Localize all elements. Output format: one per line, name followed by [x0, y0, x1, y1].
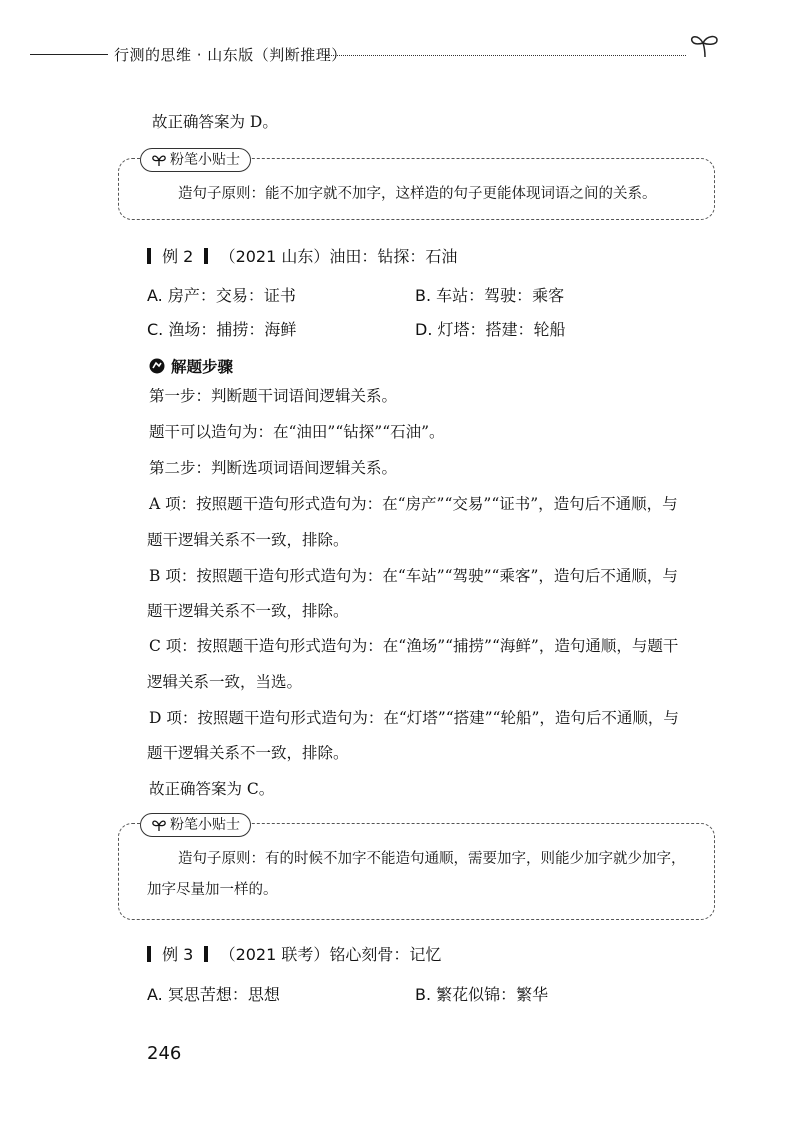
tip-text-1: 造句子原则：能不加字就不加字，这样造的句子更能体现词语之间的关系。 — [178, 186, 657, 202]
step-line: 第一步：判断题干词语间逻辑关系。 — [149, 387, 398, 405]
option-a: A. 冥思苦想：思想 — [147, 985, 280, 1004]
example-tag: 例 2 — [162, 247, 194, 266]
tip-text-2-line2: 加字尽量加一样的。 — [147, 882, 278, 898]
example-2-question — [147, 246, 457, 268]
step-line: D 项：按照题干造句形式造句为：在“灯塔”“搭建”“轮船”，造句后不通顺，与 — [149, 709, 679, 727]
sprout-icon — [688, 32, 722, 58]
question-stem: （2021 联考）铭心刻骨：记忆 — [219, 945, 442, 964]
step-line: A 项：按照题干造句形式造句为：在“房产”“交易”“证书”，造句后不通顺，与 — [149, 495, 678, 513]
example-tag: 例 3 — [162, 945, 194, 964]
header-dotted-rule — [326, 55, 686, 56]
tip-text-2-line1: 造句子原则：有的时候不加字不能造句通顺，需要加字，则能少加字就少加字， — [178, 851, 686, 867]
tip-label-2 — [140, 813, 251, 837]
tip-label-text: 粉笔小贴士 — [170, 817, 240, 833]
option-a: A. 房产：交易：证书 — [147, 286, 296, 305]
option-b: B. 车站：驾驶：乘客 — [415, 286, 565, 305]
tag-bar — [147, 946, 151, 962]
step-line: 第二步：判断选项词语间逻辑关系。 — [149, 459, 398, 477]
tip-label-1 — [140, 148, 251, 172]
option-d: D. 灯塔：搭建：轮船 — [415, 320, 566, 339]
running-header: 行测的思维 · 山东版（判断推理） — [114, 46, 347, 64]
step-line: B 项：按照题干造句形式造句为：在“车站”“驾驶”“乘客”，造句后不通顺，与 — [149, 567, 678, 585]
tip-box-2 — [118, 823, 715, 920]
steps-heading-text: 解题步骤 — [171, 358, 234, 376]
tag-bar — [147, 248, 151, 264]
step-line: 题干逻辑关系不一致，排除。 — [147, 531, 349, 549]
tip-label-text: 粉笔小贴士 — [170, 152, 240, 168]
option-b: B. 繁花似锦：繁华 — [415, 985, 549, 1004]
step-line: 题干可以造句为：在“油田”“钻探”“石油”。 — [149, 423, 445, 441]
question-stem: （2021 山东）油田：钻探：石油 — [219, 247, 458, 266]
step-line: C 项：按照题干造句形式造句为：在“渔场”“捕捞”“海鲜”，造句通顺，与题干 — [149, 637, 679, 655]
tag-bar — [204, 248, 208, 264]
tag-bar — [204, 946, 208, 962]
sprout-icon — [151, 818, 167, 832]
option-c: C. 渔场：捕捞：海鲜 — [147, 320, 297, 339]
answer-line: 故正确答案为 C。 — [149, 780, 275, 798]
step-line: 逻辑关系一致，当选。 — [147, 673, 303, 691]
steps-heading — [149, 355, 233, 377]
step-line: 题干逻辑关系不一致，排除。 — [147, 602, 349, 620]
page-number: 246 — [147, 1043, 182, 1064]
example-3-question — [147, 944, 441, 966]
answer-line-top: 故正确答案为 D。 — [152, 113, 278, 131]
header-rule-left — [30, 54, 108, 55]
steps-badge-icon — [149, 358, 165, 374]
sprout-icon — [151, 153, 167, 167]
step-line: 题干逻辑关系不一致，排除。 — [147, 744, 349, 762]
